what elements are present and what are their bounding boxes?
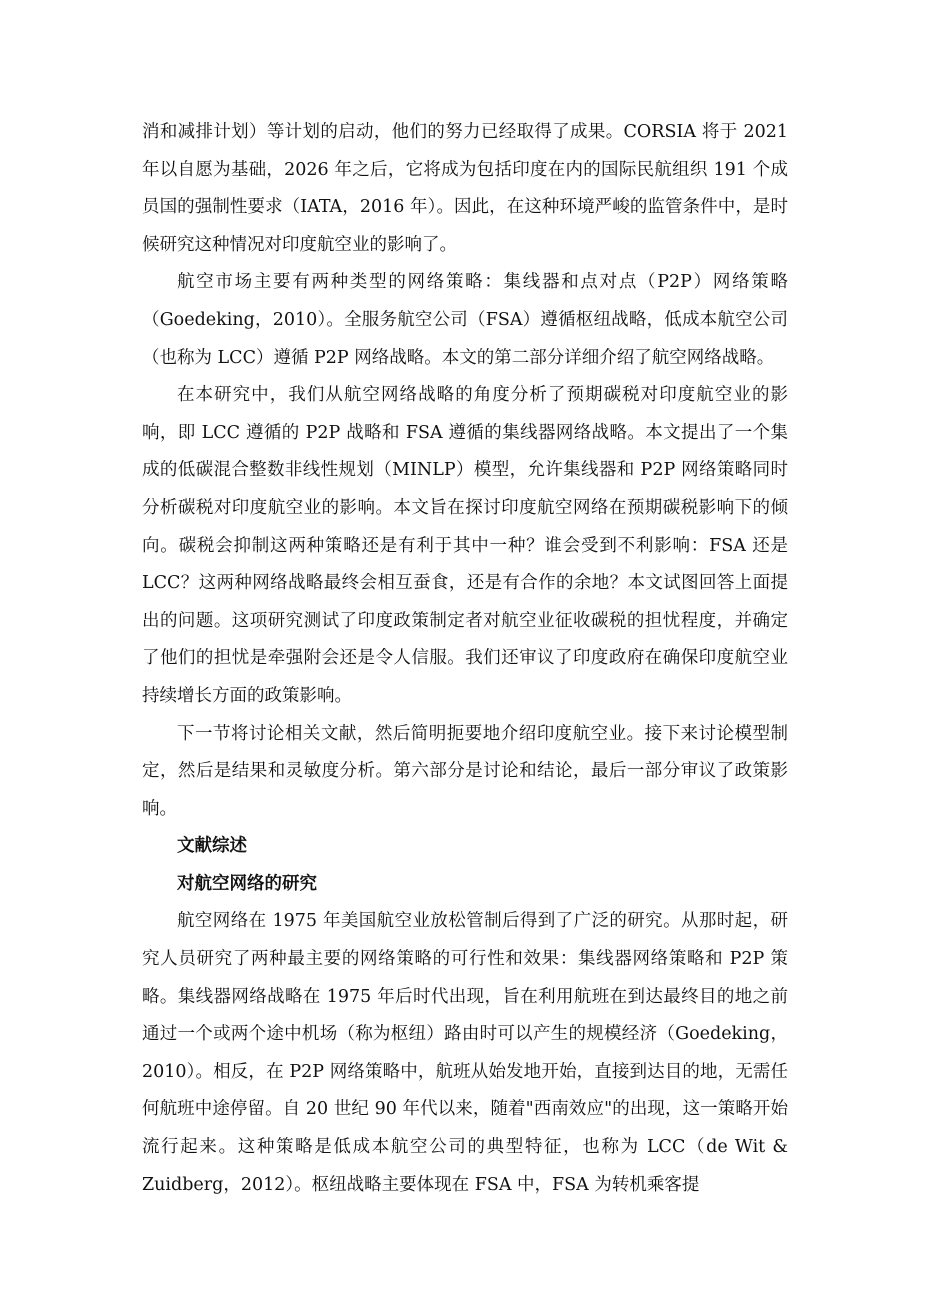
subsection-heading: 对航空网络的研究 (177, 873, 317, 894)
document-page (142, 114, 788, 1204)
paragraph-network-research: 航空网络在 1975 年美国航空业放松管制后得到了广泛的研究。从那时起，研究人员研究了两种最主要的网络策略的可行性和效果：集线器网络策略和 P2P 策略。集线器网络战略在 1975 年后时代出现，旨在利用航班在到达最终目的地之前通过一个或两个途中机场（称为枢纽）路由时可以产生的规模经济（Goedeking，2010）。相反，在 P2P 网络策略中，航班从始发地开始，直接到达目的地，无需任何航班中途停留。自 20 世纪 90 年代以来，随着"西南效应"的出现，这一策略开始流行起来。这种策略是低成本航空公司的典型特征，也称为 LCC（de Wit & Zuidberg，2012）。枢纽战略主要体现在 FSA 中，FSA 为转机乘客提 (142, 911, 788, 1195)
section-heading: 文献综述 (177, 836, 247, 857)
paragraph-continuation: 消和减排计划）等计划的启动，他们的努力已经取得了成果。CORSIA 将于 2021 年以自愿为基础，2026 年之后，它将成为包括印度在内的国际民航组织 191 个成员国的强制性要求（IATA，2016 年）。因此，在这种环境严峻的监管条件中，是时候研究这种情况对印度航空业的影响了。 (142, 122, 788, 255)
paragraph-outline: 下一节将讨论相关文献，然后简明扼要地介绍印度航空业。接下来讨论模型制定，然后是结果和灵敏度分析。第六部分是讨论和结论，最后一部分审议了政策影响。 (142, 723, 788, 819)
paragraph-network-strategies: 航空市场主要有两种类型的网络策略：集线器和点对点（P2P）网络策略（Goedeking，2010）。全服务航空公司（FSA）遵循枢纽战略，低成本航空公司（也称为 LCC）遵循 P2P 网络战略。本文的第二部分详细介绍了航空网络战略。 (142, 272, 788, 368)
paragraph-research-scope: 在本研究中，我们从航空网络战略的角度分析了预期碳税对印度航空业的影响，即 LCC 遵循的 P2P 战略和 FSA 遵循的集线器网络战略。本文提出了一个集成的低碳混合整数非线性规划（MINLP）模型，允许集线器和 P2P 网络策略同时分析碳税对印度航空业的影响。本文旨在探讨印度航空网络在预期碳税影响下的倾向。碳税会抑制这两种策略还是有利于其中一种？谁会受到不利影响：FSA 还是 LCC？这两种网络战略最终会相互蚕食，还是有合作的余地？本文试图回答上面提出的问题。这项研究测试了印度政策制定者对航空业征收碳税的担忧程度，并确定了他们的担忧是牵强附会还是令人信服。我们还审议了印度政府在确保印度航空业持续增长方面的政策影响。 (142, 385, 788, 706)
